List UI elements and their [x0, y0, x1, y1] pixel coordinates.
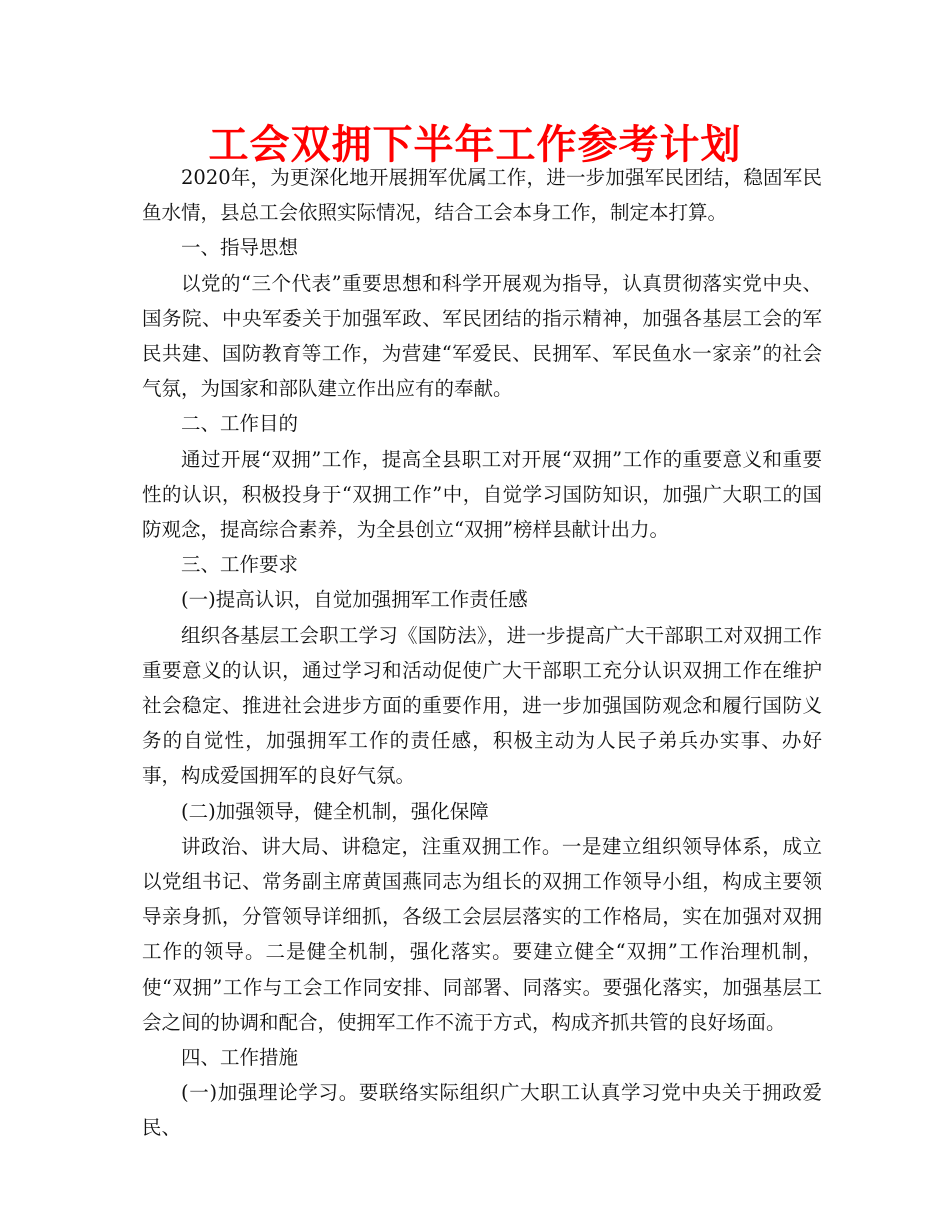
paragraph-work-objective: 通过开展“双拥”工作，提高全县职工对开展“双拥”工作的重要意义和重要性的认识，积极投身于“双拥工作”中，自觉学习国防知识，加强广大职工的国防观念，提高综合素养，为全县创立“双拥”榜样县献计出力。	[142, 447, 822, 542]
section-heading-work-objective: 二、工作目的	[181, 412, 299, 436]
subheading-strengthen-leadership: (二)加强领导，健全机制，强化保障	[181, 799, 489, 823]
paragraph-guiding-ideology: 以党的“三个代表”重要思想和科学开展观为指导，认真贯彻落实党中央、国务院、中央军委关于加强军政、军民团结的指示精神，加强各基层工会的军民共建、国防教育等工作，为营建“军爱民、民拥军、军民鱼水一家亲”的社会气氛，为国家和部队建立作出应有的奉献。	[142, 271, 822, 401]
paragraph-theory-study: (一)加强理论学习。要联络实际组织广大职工认真学习党中央关于拥政爱民、	[142, 1081, 822, 1140]
document-title: 工会双拥下半年工作参考计划	[208, 122, 742, 168]
document-body	[142, 160, 822, 1146]
paragraph-strengthen-leadership: 讲政治、讲大局、讲稳定，注重双拥工作。一是建立组织领导体系，成立以党组书记、常务副主席黄国燕同志为组长的双拥工作领导小组，构成主要领导亲身抓，分管领导详细抓，各级工会层层落实的工作格局，实在加强对双拥工作的领导。二是健全机制，强化落实。要建立健全“双拥”工作治理机制，使“双拥”工作与工会工作同安排、同部署、同落实。要强化落实，加强基层工会之间的协调和配合，使拥军工作不流于方式，构成齐抓共管的良好场面。	[142, 834, 822, 1034]
section-heading-guiding-ideology: 一、指导思想	[181, 236, 299, 260]
paragraph-intro: 2020年，为更深化地开展拥军优属工作，进一步加强军民团结，稳固军民鱼水情，县总工会依照实际情况，结合工会本身工作，制定本打算。	[142, 166, 822, 225]
section-heading-work-measures: 四、工作措施	[181, 1046, 299, 1070]
subheading-raise-awareness: (一)提高认识，自觉加强拥军工作责任感	[181, 588, 528, 612]
section-heading-work-requirements: 三、工作要求	[181, 553, 299, 577]
paragraph-raise-awareness: 组织各基层工会职工学习《国防法》，进一步提高广大干部职工对双拥工作重要意义的认识，通过学习和活动促使广大干部职工充分认识双拥工作在维护社会稳定、推进社会进步方面的重要作用，进一步加强国防观念和履行国防义务的自觉性，加强拥军工作的责任感，积极主动为人民子弟兵办实事、办好事，构成爱国拥军的良好气氛。	[142, 623, 822, 788]
